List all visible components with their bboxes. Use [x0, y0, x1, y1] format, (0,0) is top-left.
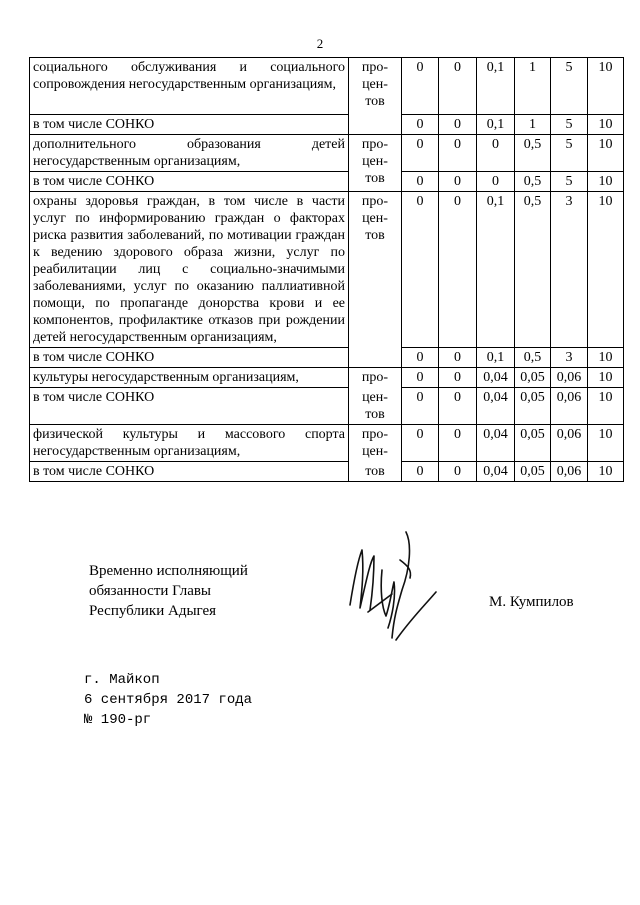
row-description: в том числе СОНКО	[30, 115, 349, 135]
value-cell: 0	[477, 135, 515, 172]
value-cell: 10	[588, 368, 624, 388]
unit-line: тов	[365, 171, 385, 186]
unit-cell	[349, 135, 402, 192]
value-cell: 0,06	[551, 425, 588, 462]
unit-line: про-	[361, 194, 389, 209]
value-cell: 0	[439, 388, 477, 425]
row-description: в том числе СОНКО	[30, 388, 349, 425]
signatory-title-line: Временно исполняющий	[89, 563, 248, 579]
value-cell: 0,06	[551, 368, 588, 388]
value-cell: 0,5	[515, 348, 551, 368]
issue-date: 6 сентября 2017 года	[84, 692, 253, 708]
value-cell: 0	[439, 425, 477, 462]
value-cell: 10	[588, 135, 624, 172]
unit-line: цен-	[362, 444, 388, 459]
document-number: № 190-рг	[84, 712, 152, 728]
value-cell: 3	[551, 192, 588, 348]
row-description: социального обслуживания и социального сопровождения негосударственным организациям,	[30, 58, 349, 115]
row-description: дополнительного образования детей негосударственным организациям,	[30, 135, 349, 172]
value-cell: 0,1	[477, 115, 515, 135]
unit-cell	[349, 425, 402, 462]
value-cell: 0,1	[477, 192, 515, 348]
issue-city: г. Майкоп	[84, 672, 160, 688]
table-row	[30, 58, 624, 115]
unit-line: тов	[365, 406, 385, 422]
table-row	[30, 172, 624, 192]
row-description: в том числе СОНКО	[30, 348, 349, 368]
table-row	[30, 115, 624, 135]
indicators-table	[29, 57, 624, 482]
value-cell: 0,1	[477, 58, 515, 115]
value-cell: 0,5	[515, 172, 551, 192]
unit-line: цен-	[362, 77, 388, 92]
table-row	[30, 462, 624, 482]
value-cell: 10	[588, 172, 624, 192]
value-cell: 5	[551, 172, 588, 192]
unit-line: про-	[361, 60, 389, 75]
unit-line: цен-	[362, 211, 388, 226]
row-description: в том числе СОНКО	[30, 172, 349, 192]
table-row	[30, 388, 624, 425]
value-cell: 0	[439, 135, 477, 172]
value-cell: 0	[402, 348, 439, 368]
unit-line: тов	[365, 94, 385, 109]
unit-cell: про-	[349, 368, 402, 388]
handwritten-signature	[340, 520, 450, 650]
value-cell: 10	[588, 348, 624, 368]
table-row	[30, 425, 624, 462]
unit-line: про-	[361, 427, 389, 442]
value-cell: 0	[402, 462, 439, 482]
unit-line: цен-	[362, 389, 388, 405]
value-cell: 10	[588, 425, 624, 462]
value-cell: 0	[439, 115, 477, 135]
value-cell: 0	[439, 192, 477, 348]
unit-line: тов	[365, 228, 385, 243]
value-cell: 5	[551, 115, 588, 135]
page-number: 2	[316, 36, 324, 51]
value-cell: 0	[402, 425, 439, 462]
value-cell: 10	[588, 58, 624, 115]
unit-cell: тов	[349, 462, 402, 482]
value-cell: 0	[439, 348, 477, 368]
value-cell: 0,05	[515, 462, 551, 482]
row-description: в том числе СОНКО	[30, 462, 349, 482]
table-row	[30, 368, 624, 388]
value-cell: 0,04	[477, 388, 515, 425]
value-cell: 0,06	[551, 462, 588, 482]
value-cell: 0	[402, 368, 439, 388]
value-cell: 0,05	[515, 368, 551, 388]
signatory-title-line: обязанности Главы	[89, 583, 212, 599]
issue-details	[84, 670, 252, 730]
value-cell: 0,05	[515, 425, 551, 462]
value-cell: 0	[402, 172, 439, 192]
value-cell: 10	[588, 462, 624, 482]
table-row	[30, 192, 624, 348]
value-cell: 0	[439, 368, 477, 388]
value-cell: 0	[439, 462, 477, 482]
value-cell: 0	[402, 58, 439, 115]
value-cell: 0,04	[477, 462, 515, 482]
value-cell: 0,5	[515, 135, 551, 172]
value-cell: 0	[402, 115, 439, 135]
value-cell: 1	[515, 115, 551, 135]
value-cell: 0	[402, 192, 439, 348]
value-cell: 5	[551, 135, 588, 172]
value-cell: 0,1	[477, 348, 515, 368]
value-cell: 5	[551, 58, 588, 115]
value-cell: 0,5	[515, 192, 551, 348]
value-cell: 0,05	[515, 388, 551, 425]
signatory-name: М. Кумпилов	[489, 594, 574, 610]
signatory-title	[89, 561, 248, 621]
value-cell: 0	[439, 58, 477, 115]
value-cell: 0	[402, 135, 439, 172]
value-cell: 0	[477, 172, 515, 192]
value-cell: 10	[588, 115, 624, 135]
value-cell: 0	[402, 388, 439, 425]
value-cell: 0,04	[477, 425, 515, 462]
unit-cell	[349, 388, 402, 425]
value-cell: 10	[588, 388, 624, 425]
value-cell: 0	[439, 172, 477, 192]
signatory-title-line: Республики Адыгея	[89, 603, 217, 619]
unit-line: про-	[361, 137, 389, 152]
row-description: физической культуры и массового спорта негосударственным организациям,	[30, 425, 349, 462]
value-cell: 3	[551, 348, 588, 368]
value-cell: 10	[588, 192, 624, 348]
value-cell: 0,04	[477, 368, 515, 388]
unit-cell	[349, 192, 402, 368]
unit-line: цен-	[362, 154, 388, 169]
table-row	[30, 135, 624, 172]
row-description: культуры негосударственным организациям,	[30, 368, 349, 388]
row-description: охраны здоровья граждан, в том числе в части услуг по информированию граждан о факторах риска развития заболеваний, по мотивации граждан к ведению здорового образа жизни, услуг по реабилитации лиц с социально-значимыми заболеваниями, услуг по оказанию паллиативной помощи, по пропаганде донорства крови и ее компонентов, профилактике отказов при рождении детей негосударственным организациям,	[30, 192, 349, 348]
table-row	[30, 348, 624, 368]
value-cell: 0,06	[551, 388, 588, 425]
value-cell: 1	[515, 58, 551, 115]
unit-cell	[349, 58, 402, 135]
